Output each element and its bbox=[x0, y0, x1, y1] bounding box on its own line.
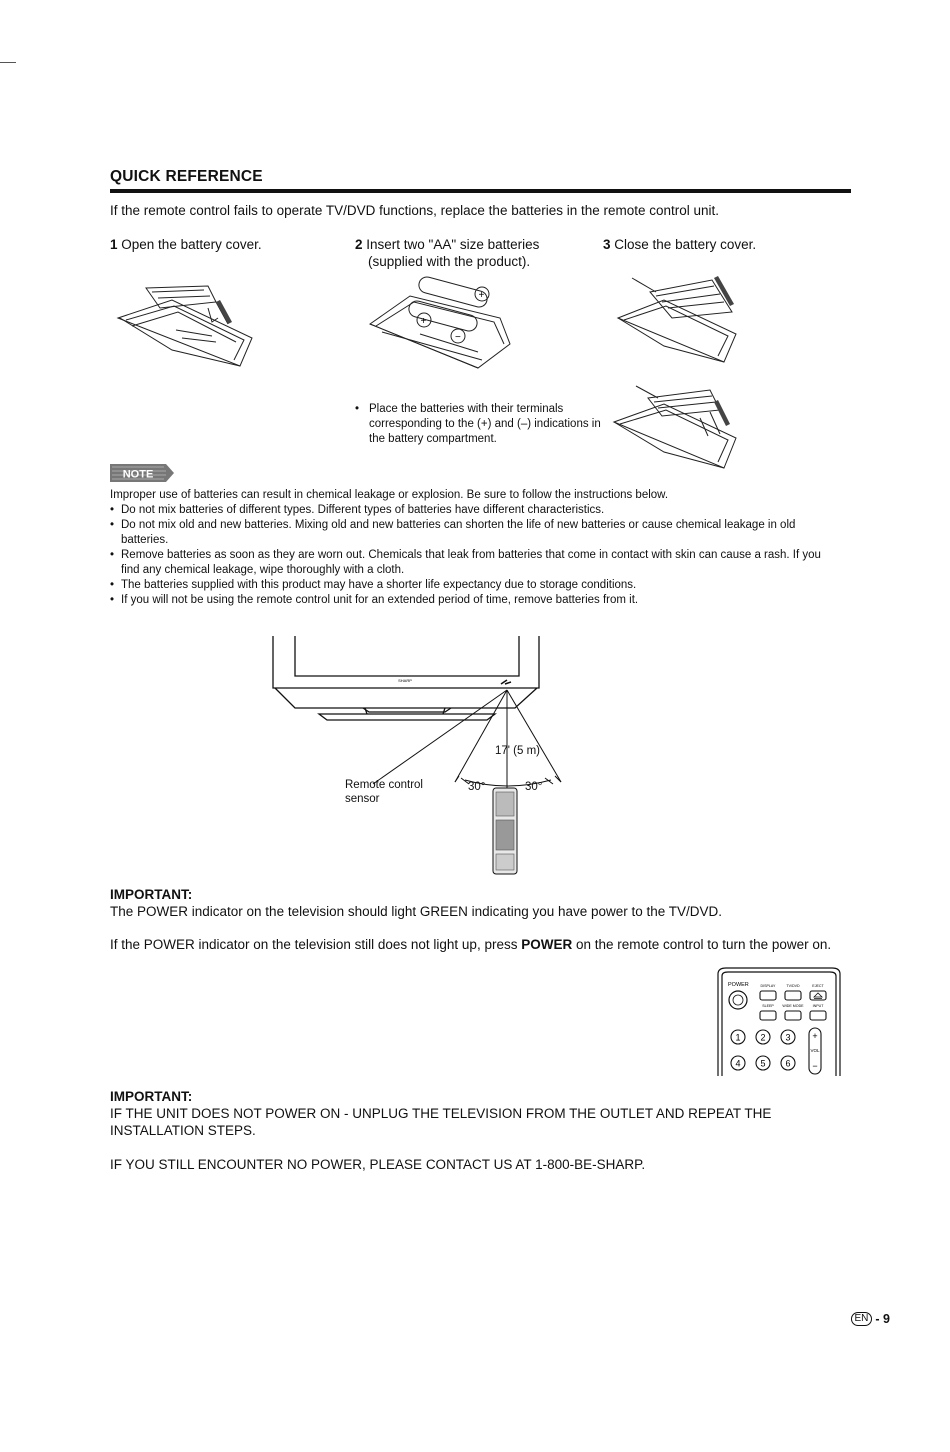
note-item: • Do not mix old and new batteries. Mixing old and new batteries can shorten the life of new batteries or cause chemical leakage in old batteries. bbox=[110, 518, 840, 548]
note-item: • The batteries supplied with this product may have a shorter life expectancy due to storage conditions. bbox=[110, 578, 840, 593]
vol-minus-symbol: − bbox=[812, 1061, 818, 1071]
note-item: • Remove batteries as soon as they are worn out. Chemicals that leak from batteries that come in contact with skin can cause a rash. If you find any chemical leakage, wipe thoroughly with a cloth. bbox=[110, 548, 840, 578]
section-title: QUICK REFERENCE bbox=[110, 168, 263, 185]
step-number: 2 bbox=[355, 237, 363, 252]
battery-tip-text: Place the batteries with their terminals corresponding to the (+) and (–) indications in the battery compartment. bbox=[369, 403, 601, 445]
digit-4: 4 bbox=[735, 1058, 741, 1069]
angle-left-label: 30° bbox=[468, 781, 486, 793]
digit-5: 5 bbox=[760, 1058, 766, 1069]
language-badge-icon: EN bbox=[851, 1312, 873, 1326]
angle-right-label: 30° bbox=[525, 781, 543, 793]
bullet-icon: • bbox=[355, 403, 360, 415]
important-caps-1: IF THE UNIT DOES NOT POWER ON - UNPLUG THE TELEVISION FROM THE OUTLET AND REPEAT THE INSTALLATION STEPS. bbox=[110, 1106, 772, 1138]
note-item: • If you will not be using the remote control unit for an extended period of time, remove batteries from it. bbox=[110, 593, 840, 608]
remote-close-cover-illustration bbox=[612, 272, 747, 372]
page-edge-mark bbox=[0, 62, 16, 63]
step-text: Insert two "AA" size batteries bbox=[366, 237, 540, 252]
power-keyword: POWER bbox=[521, 937, 573, 952]
widemode-label: WIDE MODE bbox=[782, 1004, 804, 1008]
remote-closeup-illustration bbox=[714, 966, 846, 1078]
input-label: INPUT bbox=[812, 1004, 824, 1008]
digit-6: 6 bbox=[785, 1058, 791, 1069]
range-distance-label: 17' (5 m) bbox=[495, 745, 541, 757]
vol-label: VOL bbox=[810, 1048, 820, 1053]
battery-plus-symbol: + bbox=[420, 316, 427, 327]
note-badge-label: NOTE bbox=[122, 468, 154, 481]
note-badge-icon bbox=[110, 463, 176, 483]
sleep-label: SLEEP bbox=[762, 1004, 774, 1008]
step-text: Close the battery cover. bbox=[614, 237, 757, 252]
power-instruction bbox=[110, 936, 845, 953]
remote-insert-batteries-illustration bbox=[360, 272, 520, 372]
digit-2: 2 bbox=[760, 1032, 766, 1043]
remote-open-cover-illustration bbox=[112, 278, 262, 378]
sensor-label bbox=[345, 778, 423, 806]
display-label: DISPLAY bbox=[760, 984, 776, 988]
power-button-icon bbox=[729, 991, 747, 1009]
step-number: 1 bbox=[110, 237, 118, 252]
step-1 bbox=[110, 236, 262, 253]
step-2 bbox=[355, 236, 539, 270]
digit-3: 3 bbox=[785, 1032, 791, 1043]
step-text: Open the battery cover. bbox=[121, 237, 262, 252]
battery-plus-symbol: + bbox=[478, 290, 485, 301]
note-item: • Do not mix batteries of different types. Different types of batteries have different characteristics. bbox=[110, 503, 840, 518]
power-instruction-pre: If the POWER indicator on the television still does not light up, press bbox=[110, 937, 522, 952]
power-label: POWER bbox=[728, 982, 749, 988]
page-number-text: - 9 bbox=[875, 1312, 890, 1326]
sensor-label-line1: Remote control bbox=[345, 779, 423, 791]
page-number bbox=[851, 1312, 891, 1326]
sensor-label-line2: sensor bbox=[345, 793, 380, 805]
note-intro: Improper use of batteries can result in chemical leakage or explosion. Be sure to follow the instructions below. bbox=[110, 489, 669, 501]
tv-brand-label: SHARP bbox=[398, 678, 412, 683]
battery-tip bbox=[355, 402, 605, 447]
battery-minus-symbol: − bbox=[455, 332, 461, 343]
important-heading-2: IMPORTANT: bbox=[110, 1089, 193, 1104]
digit-1: 1 bbox=[735, 1032, 741, 1043]
title-rule bbox=[110, 189, 851, 193]
intro-text: If the remote control fails to operate TV/DVD functions, replace the batteries in the remote control unit. bbox=[110, 203, 720, 218]
important-caps-2: IF YOU STILL ENCOUNTER NO POWER, PLEASE CONTACT US AT 1-800-BE-SHARP. bbox=[110, 1157, 646, 1172]
note-list bbox=[110, 503, 840, 608]
remote-cover-closing-illustration bbox=[608, 382, 748, 474]
eject-label: EJECT bbox=[812, 984, 824, 988]
power-instruction-post: on the remote control to turn the power on. bbox=[572, 937, 832, 952]
step-subtext: (supplied with the product). bbox=[368, 254, 531, 269]
important-heading-1: IMPORTANT: bbox=[110, 887, 193, 902]
remote-illustration bbox=[493, 788, 517, 874]
important-text-1: The POWER indicator on the television should light GREEN indicating you have power to the TV/DVD. bbox=[110, 904, 723, 919]
tvdvd-label: TV/DVD bbox=[786, 984, 800, 988]
vol-plus-symbol: + bbox=[812, 1031, 818, 1041]
step-3 bbox=[603, 236, 756, 253]
step-number: 3 bbox=[603, 237, 611, 252]
